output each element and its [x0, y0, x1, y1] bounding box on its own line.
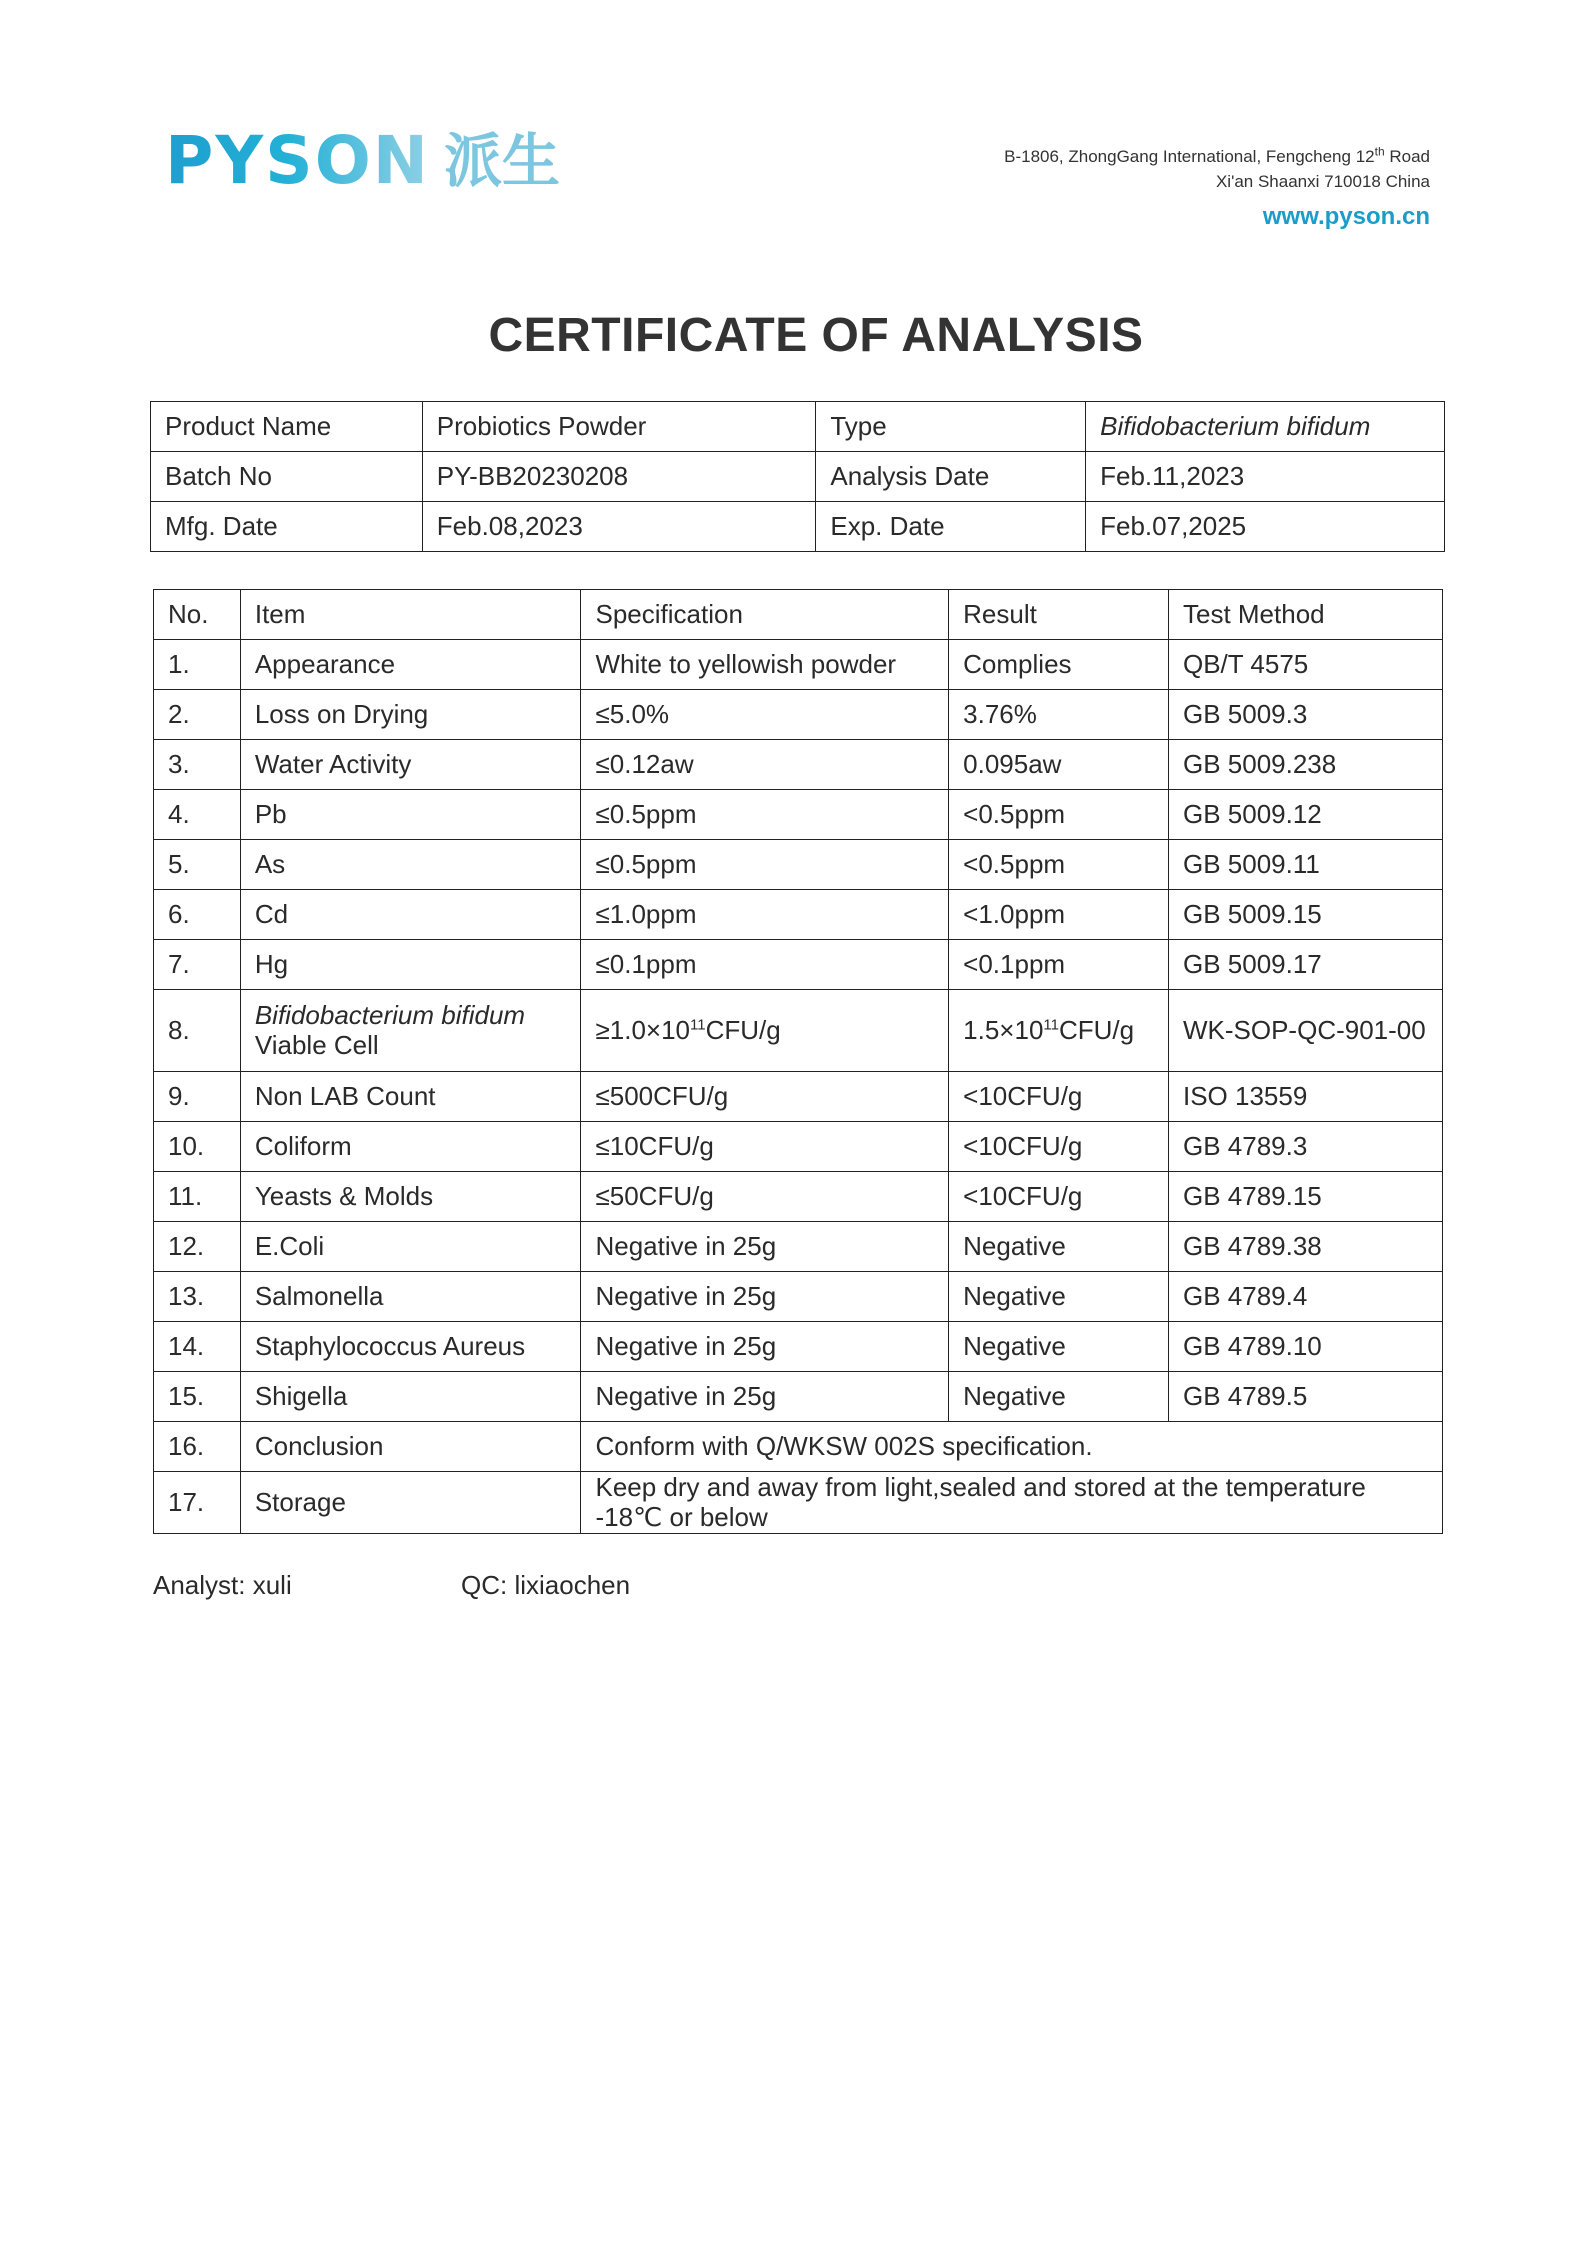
row-number: 3. [154, 740, 241, 790]
row-number: 17. [154, 1472, 241, 1534]
specification: ≤50CFU/g [581, 1172, 949, 1222]
result: <10CFU/g [949, 1072, 1169, 1122]
website-link[interactable]: www.pyson.cn [1262, 203, 1430, 230]
table-row [154, 1322, 1443, 1372]
test-method: GB 4789.10 [1168, 1322, 1442, 1372]
table-row [154, 1122, 1443, 1172]
test-item [240, 990, 581, 1072]
type-value: Bifidobacterium bifidum [1086, 402, 1445, 452]
test-method: GB 5009.15 [1168, 890, 1442, 940]
row-number: 11. [154, 1172, 241, 1222]
table-row [154, 1072, 1443, 1122]
result: Negative [949, 1322, 1169, 1372]
item-detail: Viable Cell [254, 1029, 379, 1060]
row-number: 12. [154, 1222, 241, 1272]
info-row [151, 402, 1445, 452]
test-item: Staphylococcus Aureus [240, 1322, 581, 1372]
table-row [154, 1422, 1443, 1472]
test-method: GB 4789.38 [1168, 1222, 1442, 1272]
specification: ≤0.5ppm [581, 840, 949, 890]
mfg-date-value: Feb.08,2023 [422, 502, 816, 552]
qc-signature: QC: lixiaochen [461, 1570, 631, 1600]
test-method: GB 5009.11 [1168, 840, 1442, 890]
test-method: QB/T 4575 [1168, 640, 1442, 690]
company-address [1004, 144, 1430, 194]
specification: ≤0.5ppm [581, 790, 949, 840]
analyst-signature: Analyst: xuli [153, 1570, 292, 1600]
test-item: Salmonella [240, 1272, 581, 1322]
table-row [154, 1272, 1443, 1322]
specification: Negative in 25g [581, 1222, 949, 1272]
specification: ≤0.1ppm [581, 940, 949, 990]
result: <0.5ppm [949, 790, 1169, 840]
organism-name: Bifidobacterium bifidum [254, 1000, 526, 1031]
test-item: Loss on Drying [240, 690, 581, 740]
specification: White to yellowish powder [581, 640, 949, 690]
conclusion-value: Conform with Q/WKSW 002S specification. [581, 1422, 1443, 1472]
batch-label: Batch No [151, 452, 423, 502]
result: Negative [949, 1272, 1169, 1322]
row-number: 8. [154, 990, 241, 1072]
test-method: GB 5009.17 [1168, 940, 1442, 990]
test-item: Appearance [240, 640, 581, 690]
test-item: Storage [240, 1472, 581, 1534]
result: <0.5ppm [949, 840, 1169, 890]
row-number: 2. [154, 690, 241, 740]
type-label: Type [816, 402, 1086, 452]
analysis-date-label: Analysis Date [816, 452, 1086, 502]
test-method: GB 4789.15 [1168, 1172, 1442, 1222]
test-method: ISO 13559 [1168, 1072, 1442, 1122]
test-item: Cd [240, 890, 581, 940]
result: $1.5\times 10^{11}CFU/g$ [949, 990, 1169, 1072]
result: 3.76% [949, 690, 1169, 740]
specification: ≤5.0% [581, 690, 949, 740]
test-method: GB 4789.3 [1168, 1122, 1442, 1172]
column-header: No. [154, 590, 241, 640]
batch-value: PY-BB20230208 [422, 452, 816, 502]
exp-date-label: Exp. Date [816, 502, 1086, 552]
specification: ≤500CFU/g [581, 1072, 949, 1122]
exp-date-value: Feb.07,2025 [1086, 502, 1445, 552]
test-item: Pb [240, 790, 581, 840]
result: <1.0ppm [949, 890, 1169, 940]
product-info-table [150, 401, 1445, 552]
table-row [154, 990, 1443, 1072]
company-logo [165, 122, 561, 199]
test-method: GB 5009.238 [1168, 740, 1442, 790]
result: <0.1ppm [949, 940, 1169, 990]
table-row [154, 1222, 1443, 1272]
specification: ≤0.12aw [581, 740, 949, 790]
row-number: 4. [154, 790, 241, 840]
test-method: GB 4789.5 [1168, 1372, 1442, 1422]
test-item: Shigella [240, 1372, 581, 1422]
table-row [154, 890, 1443, 940]
row-number: 14. [154, 1322, 241, 1372]
table-row [154, 790, 1443, 840]
result: <10CFU/g [949, 1172, 1169, 1222]
logo-wordmark: PYSON [165, 122, 431, 199]
table-row [154, 1472, 1443, 1534]
row-number: 15. [154, 1372, 241, 1422]
result: <10CFU/g [949, 1122, 1169, 1172]
table-row [154, 940, 1443, 990]
table-row [154, 690, 1443, 740]
row-number: 13. [154, 1272, 241, 1322]
product-name-label: Product Name [151, 402, 423, 452]
address-line-2: Xi'an Shaanxi 710018 China [1215, 172, 1430, 191]
test-method: WK-SOP-QC-901-00 [1168, 990, 1442, 1072]
table-header-row [154, 590, 1443, 640]
analysis-date-value: Feb.11,2023 [1086, 452, 1445, 502]
specification: $\ge 1.0\times 10^{11}CFU/g$ [581, 990, 949, 1072]
test-method: GB 5009.12 [1168, 790, 1442, 840]
mfg-date-label: Mfg. Date [151, 502, 423, 552]
info-row [151, 502, 1445, 552]
table-row [154, 640, 1443, 690]
test-item: Yeasts & Molds [240, 1172, 581, 1222]
test-item: Conclusion [240, 1422, 581, 1472]
table-row [154, 840, 1443, 890]
test-method: GB 4789.4 [1168, 1272, 1442, 1322]
column-header: Result [949, 590, 1169, 640]
test-item: Hg [240, 940, 581, 990]
document-title: CERTIFICATE OF ANALYSIS [488, 309, 1144, 362]
logo-chinese-name: 派生 [444, 127, 561, 195]
table-row [154, 1372, 1443, 1422]
specification: Negative in 25g [581, 1322, 949, 1372]
row-number: 6. [154, 890, 241, 940]
row-number: 10. [154, 1122, 241, 1172]
column-header: Item [240, 590, 581, 640]
row-number: 9. [154, 1072, 241, 1122]
info-row [151, 452, 1445, 502]
specification: Negative in 25g [581, 1272, 949, 1322]
result: Negative [949, 1372, 1169, 1422]
test-method: GB 5009.3 [1168, 690, 1442, 740]
product-name-value: Probiotics Powder [422, 402, 816, 452]
specification: ≤1.0ppm [581, 890, 949, 940]
row-number: 7. [154, 940, 241, 990]
result: 0.095aw [949, 740, 1169, 790]
row-number: 16. [154, 1422, 241, 1472]
column-header: Specification [581, 590, 949, 640]
specification: ≤10CFU/g [581, 1122, 949, 1172]
table-row [154, 1172, 1443, 1222]
result: Complies [949, 640, 1169, 690]
row-number: 5. [154, 840, 241, 890]
analysis-table [153, 589, 1443, 1534]
row-number: 1. [154, 640, 241, 690]
table-row [154, 740, 1443, 790]
test-item: Water Activity [240, 740, 581, 790]
address-line-1: B-1806, ZhongGang International, Fengcheng 12th Road [1004, 144, 1430, 166]
test-item: Coliform [240, 1122, 581, 1172]
storage-value: Keep dry and away from light,sealed and stored at the temperature -18℃ or below [581, 1472, 1443, 1534]
specification: Negative in 25g [581, 1372, 949, 1422]
result: Negative [949, 1222, 1169, 1272]
test-item: As [240, 840, 581, 890]
test-item: E.Coli [240, 1222, 581, 1272]
test-item: Non LAB Count [240, 1072, 581, 1122]
column-header: Test Method [1168, 590, 1442, 640]
